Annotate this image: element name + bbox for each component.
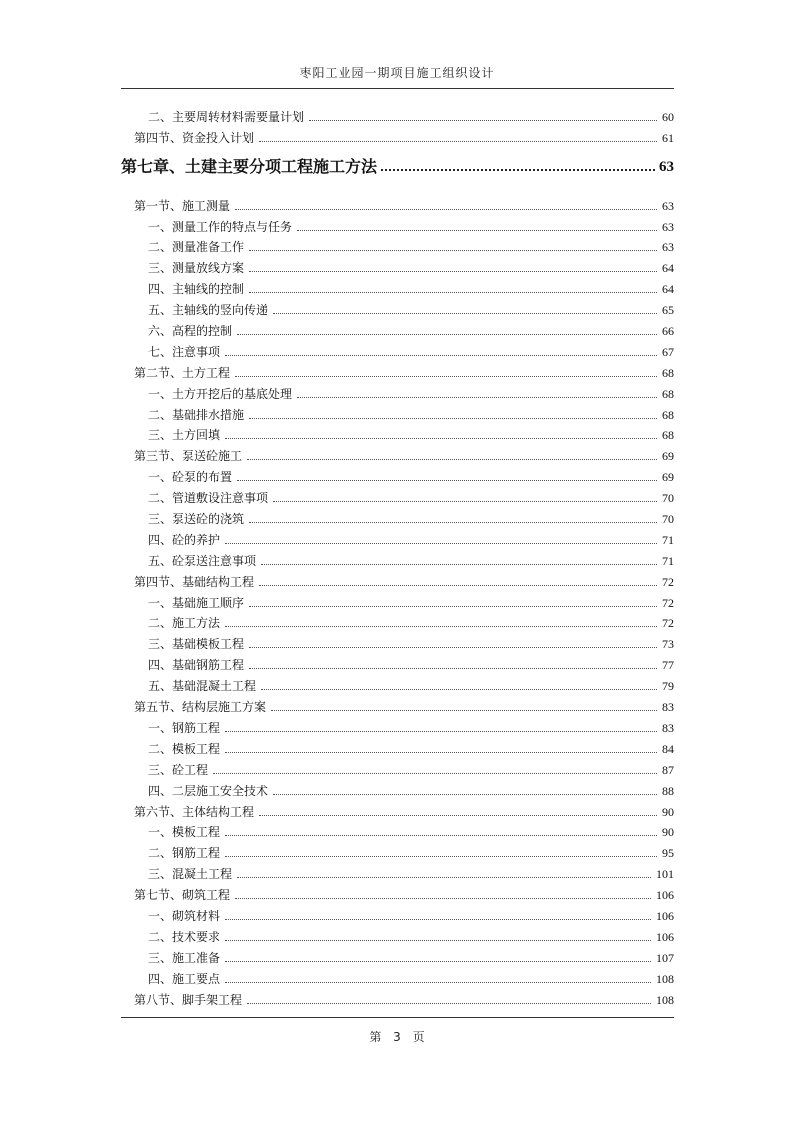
toc-entry-page-number: 72 [662,574,674,589]
toc-entry-page-number: 72 [662,616,674,631]
toc-dot-leader [237,480,657,481]
toc-subsection-entry[interactable] [121,484,674,505]
toc-dot-leader [249,418,657,419]
toc-entry-label: 一、砼泵的布置 [148,470,233,485]
toc-dot-leader [259,585,657,586]
toc-dot-leader [273,501,657,502]
toc-dot-leader [225,982,651,983]
toc-dot-leader [297,230,657,231]
toc-entry-label: 第八节、脚手架工程 [134,992,243,1007]
toc-subsection-entry[interactable] [121,735,674,756]
toc-dot-leader [235,376,657,377]
toc-subsection-entry[interactable] [121,630,674,651]
toc-subsection-entry[interactable] [121,965,674,986]
toc-entry-label: 四、砼的养护 [148,532,221,547]
toc-entry-page-number: 72 [662,595,674,610]
toc-entry-label: 五、主轴线的竖向传递 [148,303,269,318]
toc-subsection-entry[interactable] [121,463,674,484]
toc-dot-leader [225,919,651,920]
toc-entry-page-number: 64 [662,261,674,276]
toc-dot-leader [271,710,657,711]
toc-entry-page-number: 107 [656,950,674,965]
toc-dot-leader [225,438,657,439]
toc-subsection-entry[interactable] [121,275,674,296]
toc-entry-label: 三、测量放线方案 [148,261,245,276]
toc-subsection-entry[interactable] [121,338,674,359]
toc-entry-page-number: 61 [662,130,674,145]
toc-subsection-entry[interactable] [121,902,674,923]
toc-entry-page-number: 68 [662,407,674,422]
toc-subsection-entry[interactable] [121,923,674,944]
toc-entry-label: 三、砼工程 [148,762,209,777]
toc-dot-leader [225,835,657,836]
toc-entry-page-number: 87 [662,762,674,777]
toc-subsection-entry[interactable] [121,839,674,860]
toc-entry-label: 三、泵送砼的浇筑 [148,512,245,527]
toc-subsection-entry[interactable] [121,547,674,568]
toc-entry-page-number: 67 [662,344,674,359]
header-rule [121,88,674,89]
toc-entry-page-number: 106 [656,908,674,923]
toc-entry-label: 五、基础混凝土工程 [148,679,257,694]
toc-entry-label: 第四节、资金投入计划 [134,130,255,145]
toc-entry-page-number: 68 [662,386,674,401]
toc-dot-leader [297,397,657,398]
toc-entry-page-number: 68 [662,365,674,380]
toc-entry-page-number: 70 [662,491,674,506]
toc-entry-label: 四、基础钢筋工程 [148,658,245,673]
toc-entry-label: 七、注意事项 [148,344,221,359]
footer-rule [121,1017,674,1018]
toc-entry-page-number: 64 [662,282,674,297]
toc-section-entry[interactable] [121,192,674,213]
toc-entry-label: 第七章、土建主要分项工程施工方法 [121,157,378,177]
toc-entry-label: 一、砌筑材料 [148,908,221,923]
toc-dot-leader [225,940,651,941]
toc-entry-label: 三、施工准备 [148,950,221,965]
toc-entry-label: 五、砼泵送注意事项 [148,553,257,568]
toc-dot-leader [259,141,657,142]
toc-entry-page-number: 71 [662,532,674,547]
toc-dot-leader [261,564,657,565]
toc-dot-leader [249,250,657,251]
toc-dot-leader [235,209,657,210]
toc-dot-leader [235,898,651,899]
toc-entry-page-number: 106 [656,888,674,903]
toc-entry-page-number: 65 [662,303,674,318]
toc-entry-page-number: 106 [656,929,674,944]
toc-entry-label: 四、二层施工安全技术 [148,783,269,798]
footer-prefix: 第 [369,1030,382,1044]
toc-dot-leader [309,120,657,121]
toc-subsection-entry[interactable] [121,944,674,965]
toc-entry-page-number: 95 [662,846,674,861]
toc-dot-leader [249,271,657,272]
toc-entry-label: 一、钢筋工程 [148,720,221,735]
toc-entry-page-number: 63 [662,198,674,213]
toc-dot-leader [249,292,657,293]
toc-entry-label: 二、施工方法 [148,616,221,631]
running-header-title: 枣阳工业园一期项目施工组织设计 [299,66,495,80]
toc-dot-leader [247,1003,651,1004]
toc-dot-leader [225,856,657,857]
toc-entry-page-number: 108 [656,992,674,1007]
toc-dot-leader [225,731,657,732]
toc-subsection-entry[interactable] [121,505,674,526]
toc-entry-label: 第七节、砌筑工程 [134,888,231,903]
toc-entry-label: 一、基础施工顺序 [148,595,245,610]
toc-dot-leader [237,877,651,878]
toc-section-entry[interactable] [121,798,674,819]
toc-subsection-entry[interactable] [121,526,674,547]
toc-entry-label: 第三节、泵送砼施工 [134,449,243,464]
toc-dot-leader [225,961,651,962]
footer-page-number: 3 [393,1030,401,1044]
toc-entry-page-number: 108 [656,971,674,986]
toc-entry-label: 二、测量准备工作 [148,240,245,255]
toc-subsection-entry[interactable] [121,777,674,798]
toc-entry-label: 二、模板工程 [148,741,221,756]
toc-entry-label: 一、土方开挖后的基底处理 [148,386,293,401]
toc-entry-label: 六、高程的控制 [148,324,233,339]
toc-entry-label: 第二节、土方工程 [134,365,231,380]
toc-entry-page-number: 66 [662,324,674,339]
toc-entry-label: 第六节、主体结构工程 [134,804,255,819]
toc-subsection-entry[interactable] [121,213,674,234]
toc-dot-leader [225,355,657,356]
toc-dot-leader [225,752,657,753]
toc-entry-page-number: 79 [662,679,674,694]
toc-subsection-entry[interactable] [121,317,674,338]
toc-entry-label: 二、主要周转材料需要量计划 [148,109,305,124]
toc-entry-page-number: 101 [656,867,674,882]
toc-entry-page-number: 90 [662,825,674,840]
toc-entry-label: 四、施工要点 [148,971,221,986]
toc-entry-page-number: 63 [659,159,674,176]
toc-entry-page-number: 83 [662,720,674,735]
toc-section-entry[interactable] [121,359,674,380]
toc-entry-label: 二、钢筋工程 [148,846,221,861]
toc-entry-label: 一、模板工程 [148,825,221,840]
toc-entry-label: 一、测量工作的特点与任务 [148,219,293,234]
toc-section-entry[interactable] [121,124,674,145]
toc-section-entry[interactable] [121,693,674,714]
toc-entry-page-number: 73 [662,637,674,652]
toc-entry-page-number: 83 [662,700,674,715]
toc-entry-label: 三、基础模板工程 [148,637,245,652]
page-footer [0,1028,794,1045]
toc-dot-leader [261,689,657,690]
toc-entry-label: 三、土方回填 [148,428,221,443]
toc-entry-page-number: 84 [662,741,674,756]
toc-entry-page-number: 69 [662,470,674,485]
toc-subsection-entry[interactable] [121,819,674,840]
toc-section-entry[interactable] [121,442,674,463]
toc-dot-leader [225,626,657,627]
toc-entry-label: 第五节、结构层施工方案 [134,700,267,715]
toc-subsection-entry[interactable] [121,401,674,422]
toc-subsection-entry[interactable] [121,589,674,610]
toc-dot-leader [237,334,657,335]
toc-dot-leader [213,773,657,774]
toc-section-entry[interactable] [121,986,674,1007]
toc-subsection-entry[interactable] [121,234,674,255]
toc-subsection-entry[interactable] [121,714,674,735]
toc-subsection-entry[interactable] [121,422,674,443]
toc-entry-page-number: 71 [662,553,674,568]
toc-dot-leader [249,522,657,523]
toc-subsection-entry[interactable] [121,296,674,317]
toc-dot-leader [249,647,657,648]
toc-chapter-entry[interactable] [121,149,674,186]
toc-entry-page-number: 69 [662,449,674,464]
toc-subsection-entry[interactable] [121,756,674,777]
toc-entry-page-number: 63 [662,219,674,234]
toc-entry-label: 二、管道敷设注意事项 [148,491,269,506]
toc-entry-page-number: 63 [662,240,674,255]
footer-suffix: 页 [412,1030,425,1044]
toc-entry-label: 三、混凝土工程 [148,867,233,882]
toc-dot-leader [247,459,657,460]
toc-subsection-entry[interactable] [121,103,674,124]
toc-dot-leader [225,543,657,544]
toc-entry-page-number: 70 [662,512,674,527]
toc-entry-label: 二、技术要求 [148,929,221,944]
toc-entry-page-number: 77 [662,658,674,673]
toc-subsection-entry[interactable] [121,254,674,275]
toc-dot-leader [273,794,657,795]
toc-entry-page-number: 90 [662,804,674,819]
toc-subsection-entry[interactable] [121,651,674,672]
toc-subsection-entry[interactable] [121,672,674,693]
toc-dot-leader [381,169,655,171]
toc-entry-label: 第四节、基础结构工程 [134,574,255,589]
toc-subsection-entry[interactable] [121,860,674,881]
toc-subsection-entry[interactable] [121,380,674,401]
toc-dot-leader [259,815,657,816]
toc-entry-label: 二、基础排水措施 [148,407,245,422]
toc-dot-leader [249,668,657,669]
toc-entry-page-number: 68 [662,428,674,443]
table-of-contents [121,103,674,1007]
toc-section-entry[interactable] [121,881,674,902]
toc-dot-leader [249,606,657,607]
toc-section-entry[interactable] [121,568,674,589]
toc-entry-page-number: 88 [662,783,674,798]
toc-dot-leader [273,313,657,314]
toc-entry-page-number: 60 [662,109,674,124]
toc-subsection-entry[interactable] [121,610,674,631]
toc-entry-label: 四、主轴线的控制 [148,282,245,297]
toc-entry-label: 第一节、施工测量 [134,198,231,213]
